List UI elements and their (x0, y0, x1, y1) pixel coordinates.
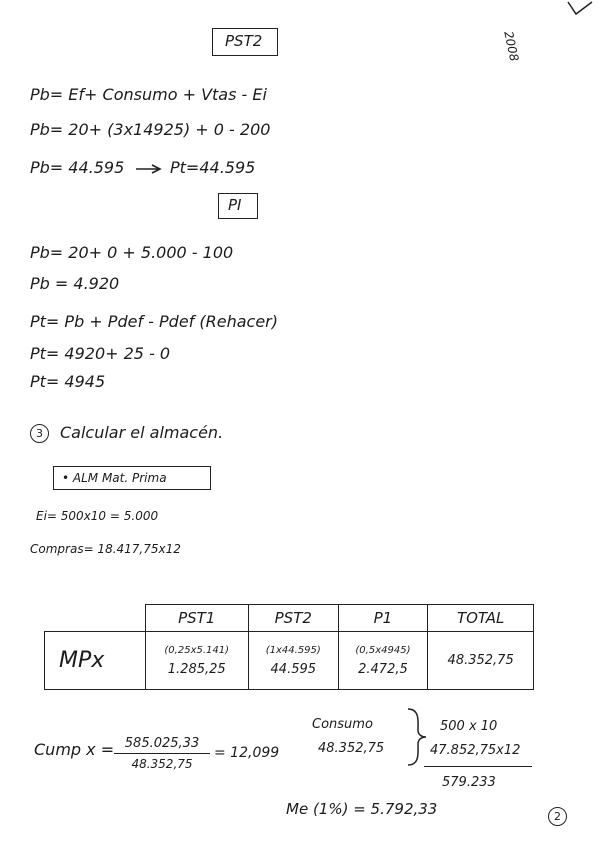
arrow-right-icon (134, 163, 164, 175)
page-number-badge: 2 (548, 807, 567, 826)
table-cell-p1 (338, 632, 428, 690)
cell-value-p1: 2.472,5 (358, 661, 408, 677)
alm-label-box (53, 466, 211, 490)
cump-label: Cump x = (34, 740, 115, 759)
pi-line-5: Pt= 4945 (30, 372, 106, 391)
pi-line-1: Pb= 20+ 0 + 5.000 - 100 (30, 243, 234, 262)
row-label-text: MPx (59, 648, 105, 673)
cell-formula-pst2: (1x44.595) (265, 644, 321, 656)
curly-brace-icon (402, 706, 428, 768)
cell-formula-p1: (0,5x4945) (355, 644, 411, 656)
pst2-title: PST2 (225, 32, 263, 50)
pi-line-4: Pt= 4920+ 25 - 0 (30, 344, 171, 363)
table-header-total: TOTAL (428, 605, 534, 632)
consumo-item-1: 500 x 10 (440, 719, 498, 734)
pst2-line-3: Pb= 44.595 (30, 158, 125, 177)
alm-ei: Ei= 500x10 = 5.000 (36, 509, 159, 523)
cell-value-total: 48.352,75 (447, 653, 514, 668)
cump-numerator: 585.025,33 (114, 736, 210, 754)
cell-formula-pst1: (0,25x5.141) (164, 644, 230, 656)
pi-title-box (218, 193, 258, 219)
pi-line-3: Pt= Pb + Pdef - Pdef (Rehacer) (30, 312, 278, 331)
pi-line-2: Pb = 4.920 (30, 274, 120, 293)
consumo-sum-line (424, 766, 532, 767)
cump-denominator: 48.352,75 (131, 757, 193, 771)
cell-value-pst1: 1.285,25 (167, 661, 226, 677)
alm-compras: Compras= 18.417,75x12 (30, 542, 181, 556)
consumo-value: 48.352,75 (318, 741, 385, 756)
section-heading: Calcular el almacén. (60, 423, 224, 442)
pst2-result: Pt=44.595 (170, 158, 256, 177)
corner-note: 2008 (501, 29, 522, 63)
pst2-line-2: Pb= 20+ (3x14925) + 0 - 200 (30, 120, 271, 139)
cump-fraction (114, 736, 210, 771)
table-row-label (45, 632, 146, 690)
table-cell-pst2 (248, 632, 338, 690)
me-line: Me (1%) = 5.792,33 (286, 800, 438, 818)
alm-label: • ALM Mat. Prima (62, 471, 167, 485)
cell-value-pst2: 44.595 (270, 661, 317, 677)
table-header-pst2: PST2 (248, 605, 338, 632)
table-cell-total (428, 632, 534, 690)
mp-table (44, 604, 534, 690)
table-corner-cell (45, 605, 146, 632)
consumo-item-2: 47.852,75x12 (430, 743, 521, 758)
consumo-sum: 579.233 (442, 775, 496, 790)
table-header-p1: P1 (338, 605, 428, 632)
pst2-line-1: Pb= Ef+ Consumo + Vtas - Ei (30, 85, 267, 104)
table-header-pst1: PST1 (145, 605, 248, 632)
table-cell-pst1 (145, 632, 248, 690)
pi-title: PI (228, 196, 242, 214)
section-number-badge: 3 (30, 424, 49, 443)
pst2-title-box (212, 28, 278, 56)
corner-check-icon (566, 0, 594, 18)
consumo-label: Consumo (312, 717, 373, 732)
cump-result: = 12,099 (214, 745, 280, 761)
